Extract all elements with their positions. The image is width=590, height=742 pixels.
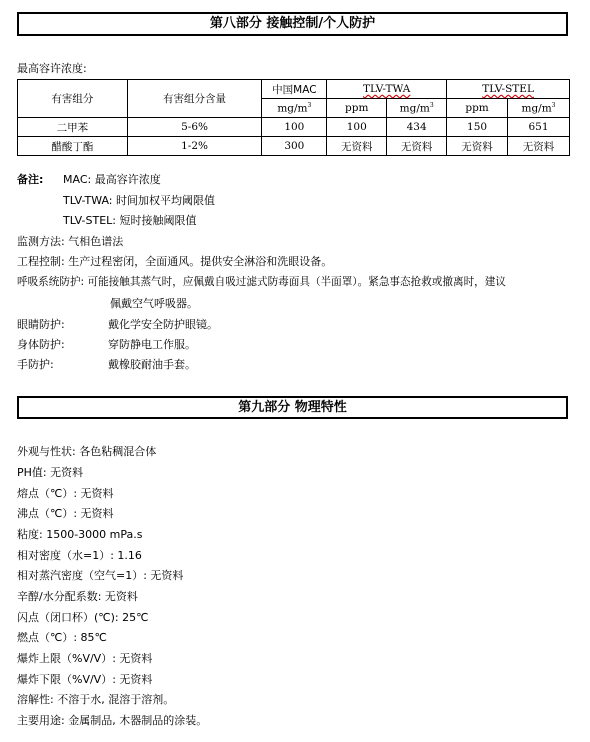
table-cell: 100	[327, 118, 387, 137]
unit-mg: mg/m	[399, 102, 430, 115]
table-cell: 150	[447, 118, 508, 137]
unit-mg: mg/m	[277, 102, 308, 115]
property-line: 闪点（闭口杯）(℃): 25℃	[17, 611, 149, 624]
unit-mg: mg/m	[521, 102, 552, 115]
tlv-twa-label: TLV-TWA	[363, 83, 411, 95]
property-line: 粘度: 1500-3000 mPa.s	[17, 528, 143, 541]
table-cell: 651	[508, 118, 570, 137]
unit-cell	[387, 99, 447, 118]
section8-title: 第八部分 接触控制/个人防护	[209, 16, 376, 31]
property-line: 燃点（℃）: 85℃	[17, 631, 107, 644]
unit-exp: 3	[429, 101, 434, 109]
property-line: 相对密度（水=1）: 1.16	[17, 549, 142, 562]
respiratory-protection: 呼吸系统防护: 可能接触其蒸气时，应佩戴自吸过滤式防毒面具（半面罩）。紧急事态抢救或撤离时，建议	[17, 276, 506, 288]
body-protection-label: 身体防护:	[17, 338, 65, 351]
table-header-row	[18, 80, 570, 99]
engineering-control: 工程控制: 生产过程密闭，全面通风。提供安全淋浴和洗眼设备。	[17, 255, 333, 268]
section9-header	[17, 396, 568, 419]
unit-cell	[327, 99, 387, 118]
table-cell: 无资料	[447, 137, 508, 156]
section9-title: 第九部分 物理特性	[238, 400, 347, 415]
property-line: 外观与性状: 各色粘稠混合体	[17, 445, 157, 458]
col-header-tlv-stel	[447, 80, 570, 99]
property-line: PH值: 无资料	[17, 466, 84, 479]
property-line: 爆炸下限（%V/V）: 无资料	[17, 673, 153, 686]
col-header-content: 有害组分含量	[127, 80, 262, 118]
note-tlv-stel: TLV-STEL: 短时接触阈限值	[63, 214, 197, 227]
col-header-cn-mac: 中国MAC	[262, 80, 327, 99]
property-line: 熔点（℃）: 无资料	[17, 487, 114, 500]
table-cell: 醋酸丁酯	[18, 137, 128, 156]
note-label: 备注:	[17, 173, 44, 186]
table-cell: 无资料	[508, 137, 570, 156]
property-line: 辛醇/水分配系数: 无资料	[17, 590, 138, 603]
property-line: 沸点（℃）: 无资料	[17, 507, 114, 520]
hand-protection-label: 手防护:	[17, 358, 54, 371]
section8-header	[17, 12, 568, 36]
max-conc-label: 最高容许浓度:	[17, 62, 87, 75]
table-cell: 300	[262, 137, 327, 156]
table-cell: 100	[262, 118, 327, 137]
eye-protection-label: 眼睛防护:	[17, 318, 65, 331]
unit-cell	[262, 99, 327, 118]
respiratory-protection-cont: 佩戴空气呼吸器。	[110, 297, 198, 310]
col-header-tlv-twa	[327, 80, 447, 99]
unit-ppm: ppm	[465, 102, 489, 114]
property-line: 溶解性: 不溶于水, 混溶于溶剂。	[17, 693, 175, 706]
table-cell: 434	[387, 118, 447, 137]
table-cell: 5-6%	[127, 118, 262, 137]
unit-exp: 3	[307, 101, 312, 109]
property-line: 相对蒸汽密度（空气=1）: 无资料	[17, 569, 184, 582]
hand-protection-value: 戴橡胶耐油手套。	[108, 358, 196, 371]
table-cell: 无资料	[387, 137, 447, 156]
exposure-limits-table	[17, 79, 570, 156]
table-row	[18, 137, 570, 156]
unit-cell	[508, 99, 570, 118]
tlv-stel-label: TLV-STEL	[482, 83, 534, 95]
property-line: 爆炸上限（%V/V）: 无资料	[17, 652, 153, 665]
col-header-component: 有害组分	[18, 80, 128, 118]
property-line: 主要用途: 金属制品, 木器制品的涂装。	[17, 714, 208, 727]
unit-exp: 3	[551, 101, 556, 109]
note-tlv-twa: TLV-TWA: 时间加权平均阈限值	[63, 194, 216, 207]
body-protection-value: 穿防静电工作服。	[108, 338, 196, 351]
monitor-method: 监测方法: 气相色谱法	[17, 235, 124, 248]
unit-ppm: ppm	[345, 102, 369, 114]
note-mac: MAC: 最高容许浓度	[63, 173, 161, 186]
table-cell: 二甲苯	[18, 118, 128, 137]
unit-cell	[447, 99, 508, 118]
table-cell: 1-2%	[127, 137, 262, 156]
table-row	[18, 118, 570, 137]
table-cell: 无资料	[327, 137, 387, 156]
eye-protection-value: 戴化学安全防护眼镜。	[108, 318, 218, 331]
